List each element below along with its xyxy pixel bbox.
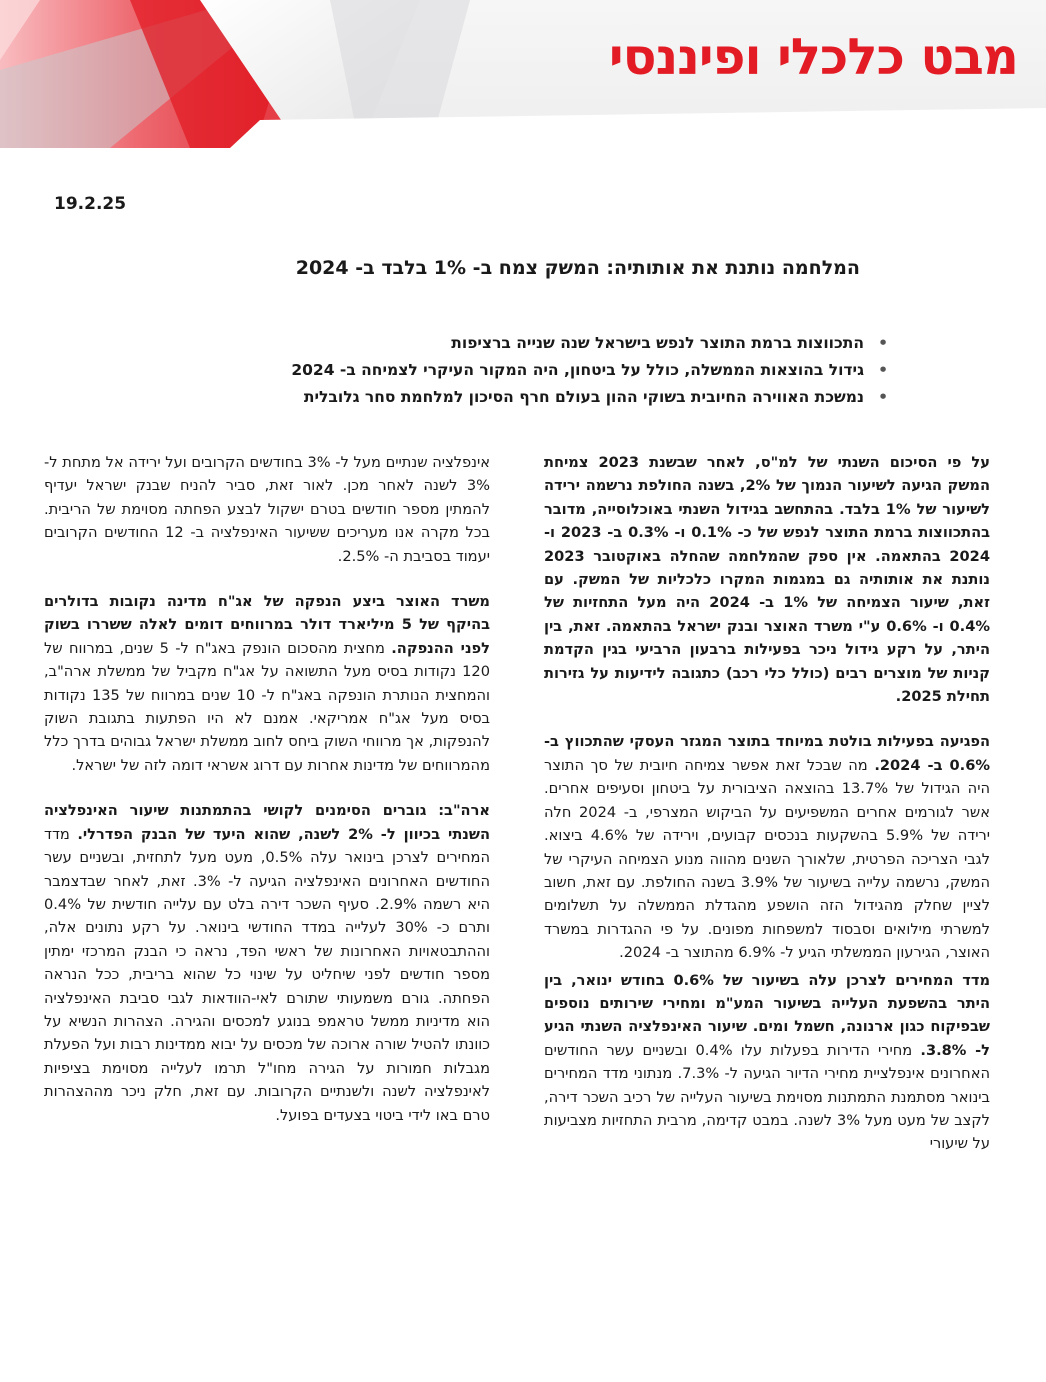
paragraph-inflation-outlook: אינפלציה שנתיים מעל ל- 3% בחודשים הקרובים ועל ירידה אל מתחת ל- 3% לשנה לאחר מכן. לאור זאת, סביר להניח שבנק ישראל יעדיף להמתין מספר חודשים בטרם ישקול לבצע הפחתה מסוימת של הריבית. בכל מקרה אנו מעריכים ששיעור האינפלציה ב- 12 החודשים הקרובים יעמוד בסביבת ה- 2.5%. [44, 454, 490, 565]
page-title: המלחמה נותנת את אותותיה: המשק צמח ב- 1% בלבד ב- 2024 [295, 257, 860, 279]
highlight-item: • נמשכת האווירה החיובית בשוקי ההון בעולם חרף הסיכון למלחמת סחר גלובלית [104, 384, 864, 411]
right-column [544, 451, 990, 1178]
brand-logo-text: מבט כלכלי ופיננסי [608, 28, 1018, 86]
paragraph-business-sector: הפגיעה בפעילות בולטת במיוחד בתוצר המגזר העסקי שהתכווץ ב- 0.6% ב- 2024. מה שבכל זאת אפשר צמיחה חיובית של סך התוצר היה הגידול של 13.7% בהוצאה הציבורית על ביטחון וסעיפים אחרים. אשר לגורמים אחרים המשפיעים על הביקוש המצרפי, ב- 2024 חלה ירידה של 5.9% בהשקעות בנכסים קבועים, וירידה של 4.6% ביצוא. לגבי הצריכה הפרטית, שלאורך השנים מהווה מנוע הצמיחה העיקרי של המשק, נרשמה עלייה בשיעור של 3.9% בשנה החולפת. עם זאת, חשוב לציין שחלק מהגידול הזה הושפע מהגדלת הממשלה על תשלומים למשרתי מילואים וסבסוד למשפחות מפונים. על פי ההגדרות במשרד האוצר, הגירעון הממשלתי הגיע ל- 6.9% מהתוצר ב- 2024. [544, 733, 991, 962]
highlight-item: • התכווצות ברמת התוצר לנפש בישראל שנה שנייה ברציפות [104, 330, 864, 357]
highlight-item: • גידול בהוצאות הממשלה, כולל על ביטחון, היה המקור העיקרי לצמיחה ב- 2024 [104, 357, 864, 384]
paragraph-us-inflation: ארה"ב: גוברים הסימנים לקושי בהתמתנות שיעור האינפלציה השנתי בכיוון ל- 2% לשנה, שהוא היעד של הבנק הפדרלי. מדד המחירים לצרכן בינואר עלה 0.5%, מעט מעל לתחזית, ובשניים עשר החודשים האחרונים האינפלציה הגיעה ל- 3%. זאת, לאחר שבדצמבר היא רשמה 2.9%. סעיף השכר דירה בלט עם עלייה חודשית של 0.4% ותרם כ- 30% לעלייה במדד החודשי בינואר. על רקע נתונים אלה, וההתבטאויות האחרונות של ראשי הפד, נראה כי הבנק המרכזי ימתין מספר חודשים לפני שיחליט על שינוי כל שהוא בריבית, ככל הנראה הפחתה. גורם משמעותי שתורם לאי-הוודאות לגבי סביבת האינפלציה הוא מדיניות ממשל טראמפ בנוגע למכסים והגירה. הצהרות הנשיא על כוונתו להטיל שורה ארוכה של מכסים על יבוא ממדינות רבות ועל הפעלת מגבלות חמורות על הגירה מחו"ל תרמו לעלייה מסוימת בציפיות לאינפלציה לשנה ולשנתיים הקרובות. עם זאת, חלק ניכר מההצהרות טרם באו לידי ביטוי בצעדים בפועל. [44, 802, 490, 1124]
paragraph-growth: על פי הסיכום השנתי של למ"ס, לאחר שבשנת 2023 צמיחת המשק הגיעה לשיעור הנמוך של 2%, בשנה החולפת נרשמה ירידה לשיעור של 1% בלבד. בהתחשב בגידול השנתי באוכלוסייה, מדובר בהתכווצות ברמת התוצר לנפש של כ- 0.1% ו- 0.3% ב- 2023 ו- 2024 בהתאמה. אין ספק שהמלחמה שהחלה באוקטובר 2023 נותנת את אותותיה גם במגמות המקרו כלכליות של המשק. עם זאת, שיעור הצמיחה של 1% ב- 2024 היה מעל התחזיות של 0.4% ו- 0.6% ע"י משרד האוצר ובנק ישראל בהתאמה. זאת, בין היתר, על רקע גידול ניכר בפעילות ברבעון הרביעי בגין הקדמת קניות של מוצרים רבים (כולל כלי רכב) כתגובה לידיעות על גזירות תחילת 2025. [544, 454, 991, 706]
report-date: 19.2.25 [54, 194, 127, 214]
left-column [44, 451, 490, 1149]
highlights-list [104, 330, 888, 411]
paragraph-bond-issue: משרד האוצר ביצע הנפקה של אג"ח מדינה נקובות בדולרים בהיקף של 5 מיליארד דולר במרווחים דומים לאלה ששררו בשוק לפני ההנפקה. מחצית מהסכום הונפק באג"ח ל- 5 שנים, במרווח של 120 נקודות בסיס מעל התשואה על אג"ח מקביל של ממשלת ארה"ב, והמחצית הנותרת הונפקה באג"ח ל- 10 שנים במרווח של 135 נקודות בסיס מעל אג"ח אמריקאי. אמנם לא היו הפתעות בתגובת השוק להנפקות, אך מרווחי השוק ביחס לחוב ממשלת ישראל גבוהים בדרך כלל מהמרווחים של מדינות אחרות עם דרוג אשראי דומה לזה של ישראל. [44, 593, 490, 774]
header-banner [0, 0, 1046, 148]
paragraph-cpi: מדד המחירים לצרכן עלה בשיעור של 0.6% בחודש ינואר, בין היתר בהשפעת העלייה בשיעור המע"מ ומחירי שירותים נוספים שבפיקוח כגון ארנונה, חשמל ומים. שיעור האינפלציה השנתי הגיע ל- 3.8%. מחירי הדירות בפעלות עלו 0.4% ובשניים עשר החודשים האחרונים אינפלציית מחירי הדיור הגיעה ל- 7.3%. מנתוני מדד המחירים בינואר מסתמנת התמתנות מסוימת בשיעור העלייה של רכיב השכר דירה, לקצב של מעט מעל 3% לשנה. במבט קדימה, מרבית התחזיות מצביעות על שיעורי [544, 971, 990, 1153]
